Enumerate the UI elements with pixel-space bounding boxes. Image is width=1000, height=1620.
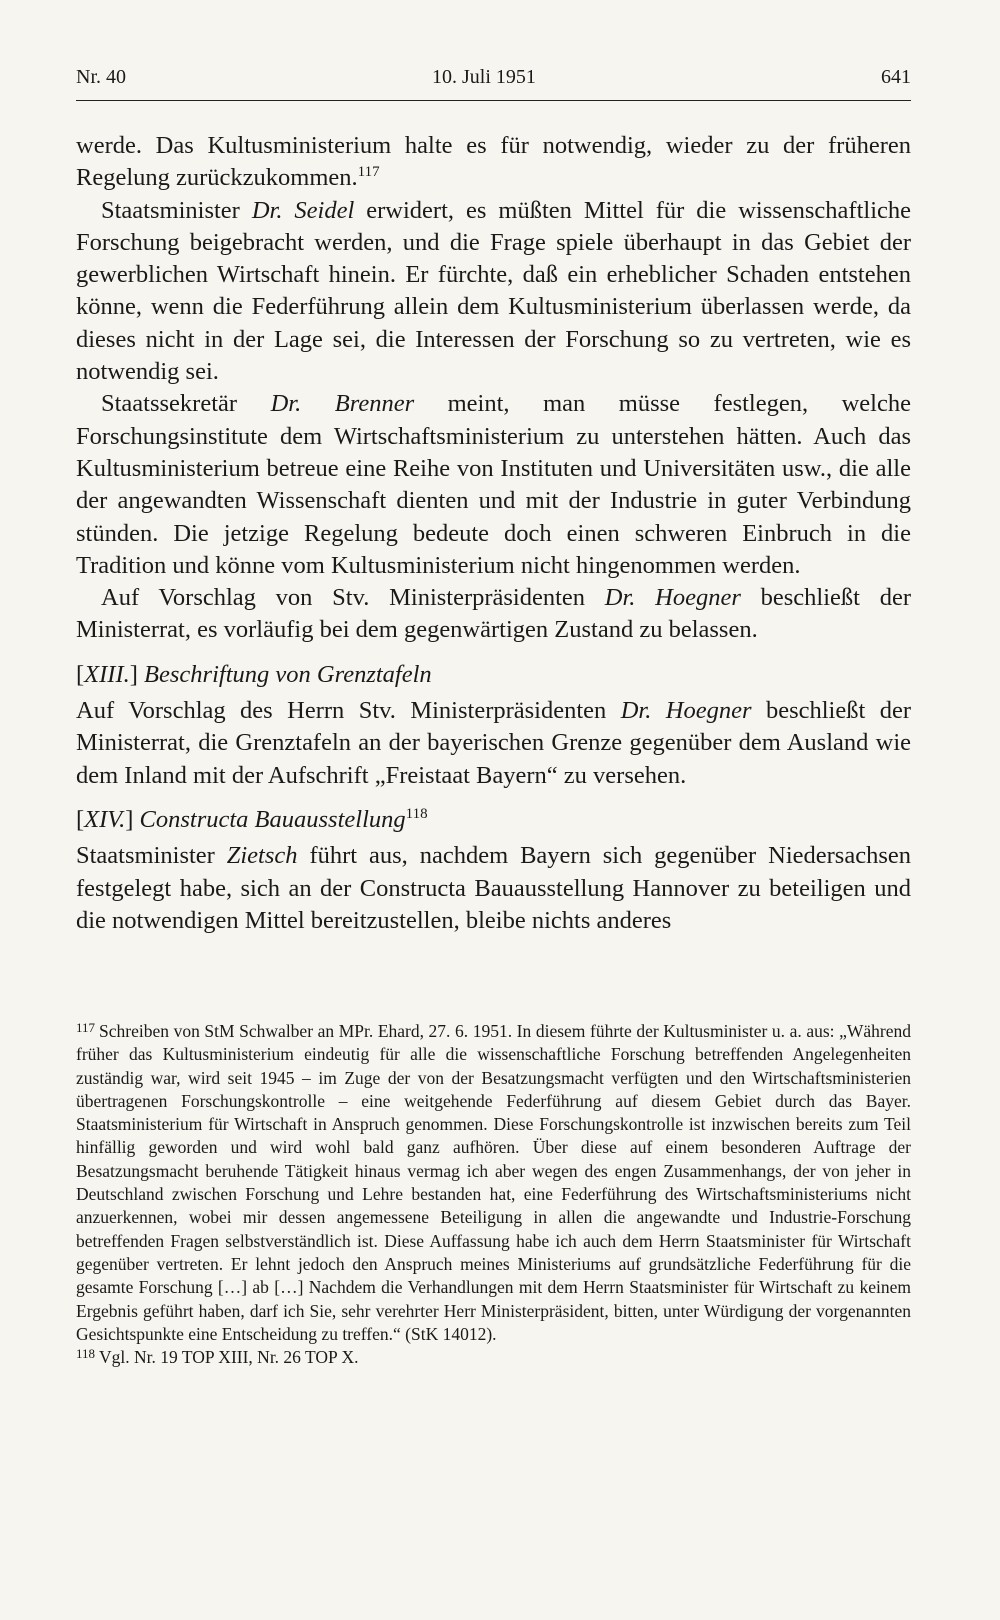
footnote: $^{117}$ Schreiben von StM Schwalber an MPr. Ehard, 27. 6. 1951. In diesem führte der Kultusminister u. a. aus: „Während früher das Kultusministerium eindeutig für alle die wissenschaftliche Forschung betreffenden Angelegenheiten zuständig war, wird seit 1945 – im Zuge der von der Besatzungsmacht verfügten und den Wirtschaftsministerien übertragenen Forschungskontrolle – eine weitgehende Federführung auf diesem Gebiet durch das Bayer. Staatsministerium für Wirtschaft in Anspruch genommen. Diese Forschungskontrolle ist inzwischen bereits zum Teil hinfällig geworden und wird wohl bald ganz aufhören. Über diese auf einem besonderen Auftrage der Besatzungsmacht beruhende Tätigkeit hinaus vermag ich aber wegen des engen Zusammenhangs, der von jeher in Deutschland zwischen Forschung und Lehre bestanden hat, eine Federführung des Wirtschaftsministeriums nicht anzuerkennen, wobei mir dessen angemessene Beteiligung in allen die angewandte und Industrie-Forschung betreffenden Fragen selbstverständlich ist. Diese Auffassung habe ich auch dem Herrn Staatsminister für Wirtschaft gegenüber vertreten. Er lehnt jedoch den Anspruch meines Ministeriums auf grundsätzliche Federführung für die gesamte Forschung […] ab […] Nachdem die Verhandlungen mit dem Herrn Staatsminister für Wirtschaft zu keinem Ergebnis geführt haben, darf ich Sie, sehr verehrter Herr Ministerpräsident, bitten, unter Würdigung der vorgenannten Gesichtspunkte eine Entscheidung zu treffen.“ (StK 14012). xyxy=(76,1020,911,1344)
document-date: 10. Juli 1951 xyxy=(432,66,536,88)
paragraph: Auf Vorschlag des Herrn Stv. Ministerpräsidenten Dr. Hoegner beschließt der Ministerrat, die Grenztafeln an der bayerischen Grenze gegenüber dem Ausland wie dem Inland mit der Aufschrift „Freistaat Bayern“ zu versehen. xyxy=(76,697,911,789)
speaker-name: Dr. Brenner xyxy=(270,390,415,418)
page-number: 641 xyxy=(881,66,911,88)
running-header xyxy=(76,62,911,101)
speaker-name: Dr. Hoegner xyxy=(620,697,752,725)
speaker-name: Dr. Seidel xyxy=(251,196,355,224)
paragraph: Staatsminister Zietsch führt aus, nachdem Bayern sich gegenüber Niedersachsen festgelegt habe, sich an der Constructa Bauausstellung Hannover zu beteiligen und die notwendigen Mittel bereitzustellen, bleibe nichts anderes xyxy=(76,842,911,934)
footnote-ref: 117 xyxy=(357,164,380,181)
section-title: Constructa Bauausstellung xyxy=(139,805,406,833)
paragraph: Staatssekretär Dr. Brenner meint, man müsse festlegen, welche Forschungsinstitute dem Wirtschaftsministerium zu unterstehen hätten. Auch das Kultusministerium betreue eine Reihe von Instituten und Universitäten usw., die alle der angewandten Wissenschaft dienten und mit der Industrie in guter Verbindung stünden. Die jetzige Regelung bedeute doch einen schweren Einbruch in die Tradition und könne vom Kultusministerium nicht hingenommen werden. xyxy=(76,390,911,579)
paragraph: Auf Vorschlag von Stv. Ministerpräsidenten Dr. Hoegner beschließt der Ministerrat, es vorläufig bei dem gegenwärtigen Zustand zu belassen. xyxy=(76,584,911,644)
section-heading: [XIV.] Constructa Bauausstellung$^{118}$ xyxy=(76,805,428,833)
speaker-name: Zietsch xyxy=(226,842,298,870)
section-heading: [XIII.] Beschriftung von Grenztafeln xyxy=(76,660,432,688)
main-text xyxy=(76,130,911,937)
footnote-number: 117 xyxy=(76,1020,96,1035)
footnote: $^{118}$ Vgl. Nr. 19 TOP XIII, Nr. 26 TOP X. xyxy=(76,1346,359,1368)
document-number: Nr. 40 xyxy=(76,66,126,88)
speaker-name: Dr. Hoegner xyxy=(604,584,741,612)
footnotes xyxy=(76,1020,911,1369)
section-title: Beschriftung von Grenztafeln xyxy=(144,660,432,688)
footnote-ref: 118 xyxy=(405,805,428,822)
footnote-number: 118 xyxy=(76,1346,96,1362)
paragraph: werde. Das Kultusministerium halte es für notwendig, wieder zu der früheren Regelung zurückzukommen.$^{117}$ xyxy=(76,132,911,192)
paragraph: Staatsminister Dr. Seidel erwidert, es müßten Mittel für die wissenschaftliche Forschung beigebracht werden, und die Frage spiele überhaupt in das Gebiet der gewerblichen Wirtschaft hinein. Er fürchte, daß ein erheblicher Schaden entstehen könne, wenn die Federführung allein dem Kultusministerium überlassen werde, da dieses nicht in der Lage sei, die Interessen der Forschung so zu vertreten, wie es notwendig sei. xyxy=(76,196,911,386)
